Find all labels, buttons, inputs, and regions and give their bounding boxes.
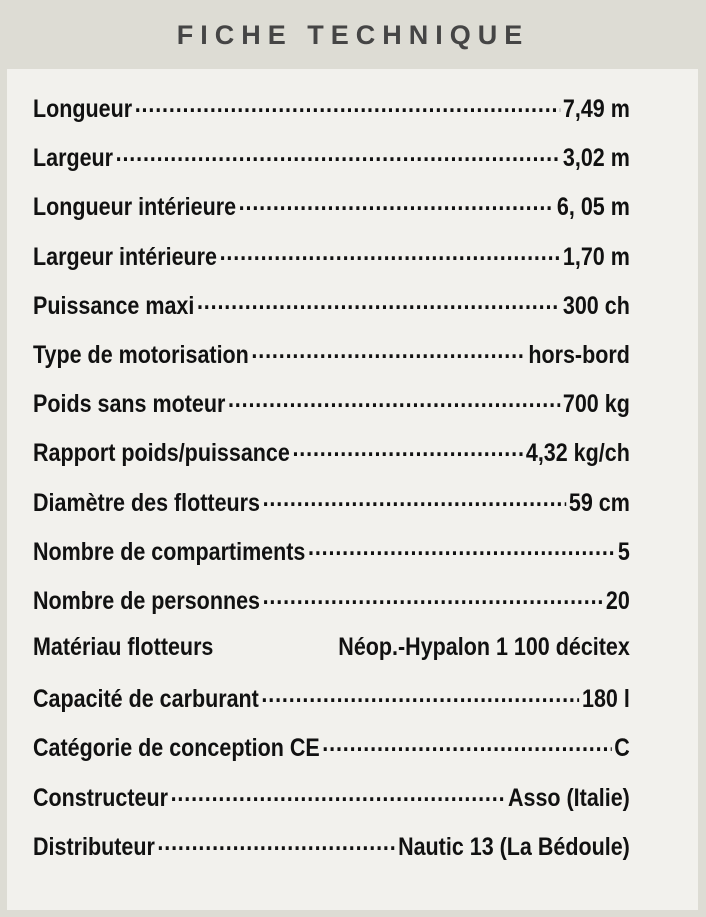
spec-label: Matériau flotteurs (33, 633, 214, 662)
leader-dots (322, 731, 611, 756)
spec-label: Capacité de carburant (33, 685, 259, 714)
spec-label: Puissance maxi (33, 291, 195, 320)
spec-row-capacite-carburant (33, 682, 630, 731)
spec-row-rapport-poids-puissance (33, 436, 630, 485)
leader-dots (308, 535, 615, 560)
leader-dots (263, 584, 604, 609)
spec-label: Nombre de compartiments (33, 537, 306, 566)
spec-label: Distributeur (33, 832, 155, 861)
spec-row-distributeur (33, 830, 630, 879)
leader-dots (157, 830, 395, 855)
spec-label: Rapport poids/puissance (33, 439, 290, 468)
page-title: FICHE TECHNIQUE (176, 20, 530, 50)
spec-list (33, 92, 630, 879)
spec-value: Nautic 13 (La Bédoule) (398, 832, 630, 861)
leader-dots (261, 682, 579, 707)
leader-dots (135, 92, 561, 117)
spec-row-largeur (33, 141, 630, 190)
leader-dots (263, 486, 567, 511)
spec-value: 6, 05 m (556, 193, 630, 222)
spec-value: 59 cm (568, 488, 630, 517)
spec-row-type-motorisation (33, 338, 630, 387)
spec-value: Asso (Italie) (507, 783, 630, 812)
leader-dots (220, 240, 561, 265)
spec-value: Néop.-Hypalon 1 100 décitex (338, 633, 630, 662)
spec-value: 7,49 m (562, 95, 630, 123)
spec-value: 3,02 m (562, 144, 630, 173)
spec-value: 5 (617, 537, 630, 566)
spec-row-longueur (33, 92, 630, 141)
leader-dots (228, 387, 560, 412)
spec-label: Type de motorisation (33, 340, 249, 369)
spec-row-largeur-interieure (33, 240, 630, 289)
leader-dots (171, 781, 506, 806)
spec-row-constructeur (33, 781, 630, 830)
spec-label: Catégorie de conception CE (33, 734, 320, 763)
leader-dots (197, 289, 560, 314)
leader-dots (251, 338, 525, 363)
spec-row-nombre-personnes (33, 584, 630, 633)
leader-dots (292, 436, 523, 461)
spec-value: 4,32 kg/ch (525, 439, 630, 468)
spec-label: Largeur intérieure (33, 242, 217, 271)
spec-value: 700 kg (562, 390, 630, 419)
spec-label: Diamètre des flotteurs (33, 488, 261, 517)
spec-row-nombre-compartiments (33, 535, 630, 584)
spec-value: 1,70 m (562, 242, 630, 271)
spec-row-categorie-conception (33, 731, 630, 780)
leader-dots (116, 141, 561, 166)
spec-value: 300 ch (562, 291, 630, 320)
spec-row-materiau-flotteurs (33, 633, 630, 682)
spec-value: 20 (605, 586, 630, 615)
spec-label: Constructeur (33, 783, 168, 812)
spec-label: Largeur (33, 144, 114, 173)
spec-label: Longueur intérieure (33, 193, 237, 222)
leader-dots (239, 190, 555, 215)
spec-label: Poids sans moteur (33, 390, 226, 419)
spec-row-poids-sans-moteur (33, 387, 630, 436)
spec-value: 180 l (582, 685, 630, 714)
spec-label: Longueur (33, 95, 133, 123)
spec-row-longueur-interieure (33, 190, 630, 239)
spec-value: C (614, 734, 630, 763)
spec-value: hors-bord (528, 340, 630, 369)
spec-row-puissance-maxi (33, 289, 630, 338)
spec-label: Nombre de personnes (33, 586, 260, 615)
spec-row-diametre-flotteurs (33, 486, 630, 535)
